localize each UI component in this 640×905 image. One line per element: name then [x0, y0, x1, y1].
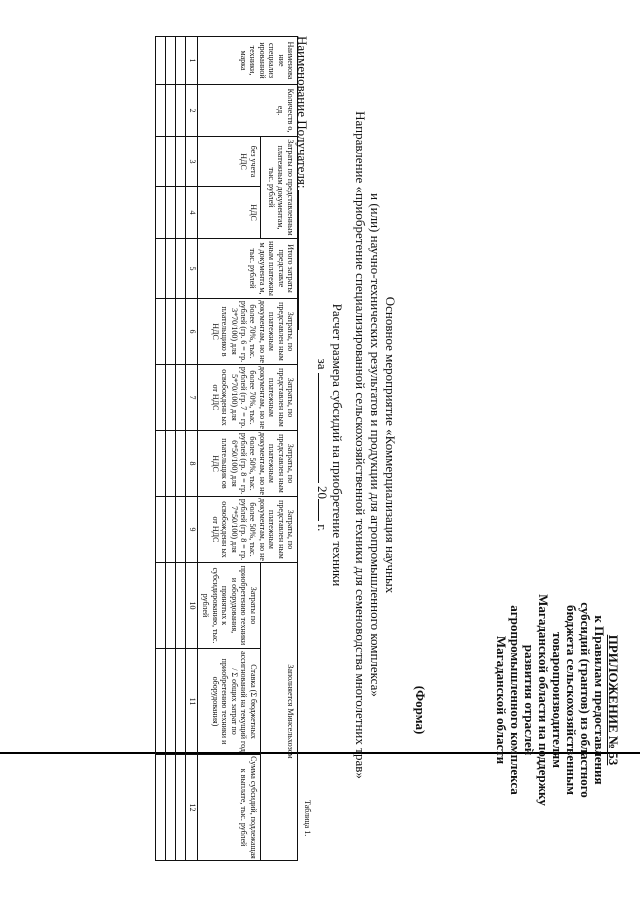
column-number: 3: [186, 137, 198, 187]
table-cell[interactable]: [156, 497, 166, 563]
table-cell[interactable]: [166, 755, 176, 861]
event-line: и (или) научно-технических результатов и продукции для агропромышленного комплекса»: [368, 193, 383, 697]
column-number: 6: [186, 299, 198, 365]
table-cell[interactable]: [176, 137, 186, 187]
table-cell[interactable]: [176, 431, 186, 497]
header-group-cell: Затраты по представленным платежным документам, тыс. рублей: [261, 137, 298, 239]
header-cell: без учета НДС: [198, 137, 261, 187]
table-cell[interactable]: [166, 299, 176, 365]
column-number: 11: [186, 649, 198, 755]
header-cell: Затраты, по представлен ным платежным документам, но не более 50%, тыс. рублей (гр. 8 = гр. 7*50/100) для освобожденн ых от НДС: [198, 497, 298, 563]
table-cell[interactable]: [166, 239, 176, 299]
column-number: 7: [186, 365, 198, 431]
table-cell[interactable]: [156, 85, 166, 137]
appendix-line: Магаданской области на поддержку: [536, 594, 551, 806]
table-cell[interactable]: [176, 649, 186, 755]
header-cell: Затраты, по представлен ным платежным документам, но не более 70%, тыс. рублей (гр. 7 = гр. 5*70/100) для освобожденн ых от НДС: [198, 365, 298, 431]
recipient-label: Наименование Получателя:: [295, 36, 310, 189]
appendix-line: бюджета сельскохозяйственным: [564, 605, 579, 795]
rotated-form-page: [50, 10, 640, 880]
table-cell[interactable]: [176, 85, 186, 137]
table-cell[interactable]: [166, 85, 176, 137]
column-number: 8: [186, 431, 198, 497]
table-cell[interactable]: [156, 563, 166, 649]
period-year-blank[interactable]: [318, 499, 330, 521]
table-row: [166, 37, 176, 861]
column-number: 2: [186, 85, 198, 137]
appendix-number: ПРИЛОЖЕНИЕ № 53: [606, 634, 621, 766]
form-label: (Форма): [413, 685, 428, 735]
table-cell[interactable]: [156, 365, 166, 431]
table-cell[interactable]: [156, 299, 166, 365]
table-cell[interactable]: [166, 137, 176, 187]
table-cell[interactable]: [156, 239, 166, 299]
table-cell[interactable]: [176, 239, 186, 299]
recipient-blank-field[interactable]: [298, 190, 310, 330]
table-row: [176, 37, 186, 861]
column-number: 1: [186, 37, 198, 85]
header-cell: Затраты по приобретению техники и оборудования, принятых к субсидированию, тыс. рублей: [198, 563, 261, 649]
header-cell: Итого затраты представле нным платежны м документа м, тыс. рублей: [198, 239, 298, 299]
column-number-row: [186, 37, 198, 861]
table-cell[interactable]: [176, 497, 186, 563]
header-cell: НДС: [198, 187, 261, 239]
appendix-line: Магаданской области: [494, 635, 509, 765]
table-cell[interactable]: [176, 365, 186, 431]
table-cell[interactable]: [166, 187, 176, 239]
table-cell[interactable]: [156, 37, 166, 85]
table-cell[interactable]: [176, 187, 186, 239]
table-cell[interactable]: [166, 431, 176, 497]
table-cell[interactable]: [166, 497, 176, 563]
event-description: [353, 10, 398, 880]
header-cell: Затраты, по представлен ным платежным документам, но не более 70%, тыс. рублей (гр. 6 = гр. 3*70/100) для плательщико в НДС: [198, 299, 298, 365]
table-cell[interactable]: [156, 649, 166, 755]
appendix-line: субсидий (грантов) из областного: [578, 602, 593, 798]
table-cell[interactable]: [156, 137, 166, 187]
calc-title: Расчет размера субсидий на приобретение техники: [330, 303, 345, 587]
appendix-header: [494, 530, 620, 870]
event-line: Основное мероприятие «Коммерциализация научных: [383, 296, 398, 594]
header-cell: Количеств о, ед.: [198, 85, 298, 137]
event-line: Направление «приобретение специализированной сельскохозяйственной техники для семеноводства многолетних трав»: [353, 111, 368, 779]
header-cell: Сумма субсидий, подлежащая к выплате, тыс. рублей: [198, 755, 261, 861]
header-cell: Ставка (Σ бюджетных ассигнований на текущий год / Σ общих затрат по приобретению техники и оборудования): [198, 649, 261, 755]
table-cell[interactable]: [166, 37, 176, 85]
header-cell: Затраты, по представлен ным платежным документам, но не более 50%, тыс. рублей (гр. 8 = гр. 6*50/100) для плательщик ов НДС: [198, 431, 298, 497]
table-cell[interactable]: [166, 365, 176, 431]
appendix-line: развития отраслей: [522, 644, 537, 756]
subsidy-calculation-table: [155, 36, 298, 861]
table-cell[interactable]: [156, 187, 166, 239]
calc-period: [315, 10, 330, 880]
table-cell[interactable]: [166, 649, 176, 755]
table-label: Таблица 1.: [303, 800, 312, 837]
table-cell[interactable]: [156, 755, 166, 861]
column-number: 12: [186, 755, 198, 861]
period-blank-field[interactable]: [318, 373, 330, 483]
period-year-suffix: г.: [315, 524, 330, 532]
column-number: 10: [186, 563, 198, 649]
appendix-line: к Правилам предоставления: [592, 615, 607, 785]
period-za: за: [315, 358, 330, 370]
table-cell[interactable]: [176, 563, 186, 649]
header-cell: Наименова ние специализ ированной техники, марка: [198, 37, 298, 85]
column-number: 5: [186, 239, 198, 299]
table-cell[interactable]: [156, 431, 166, 497]
appendix-line: агропромышленного комплекса: [508, 605, 523, 795]
table-cell[interactable]: [176, 299, 186, 365]
table-cell[interactable]: [166, 563, 176, 649]
period-year-prefix: 20: [315, 486, 330, 500]
header-group-cell: Заполняется Минсельхозом: [261, 563, 298, 861]
table-cell[interactable]: [176, 755, 186, 861]
appendix-line: товаропроизводителям: [550, 631, 565, 769]
column-number: 9: [186, 497, 198, 563]
table-row: [156, 37, 166, 861]
table-cell[interactable]: [176, 37, 186, 85]
calc-title-block: [315, 10, 345, 880]
table-header-row: [261, 37, 298, 861]
column-number: 4: [186, 187, 198, 239]
